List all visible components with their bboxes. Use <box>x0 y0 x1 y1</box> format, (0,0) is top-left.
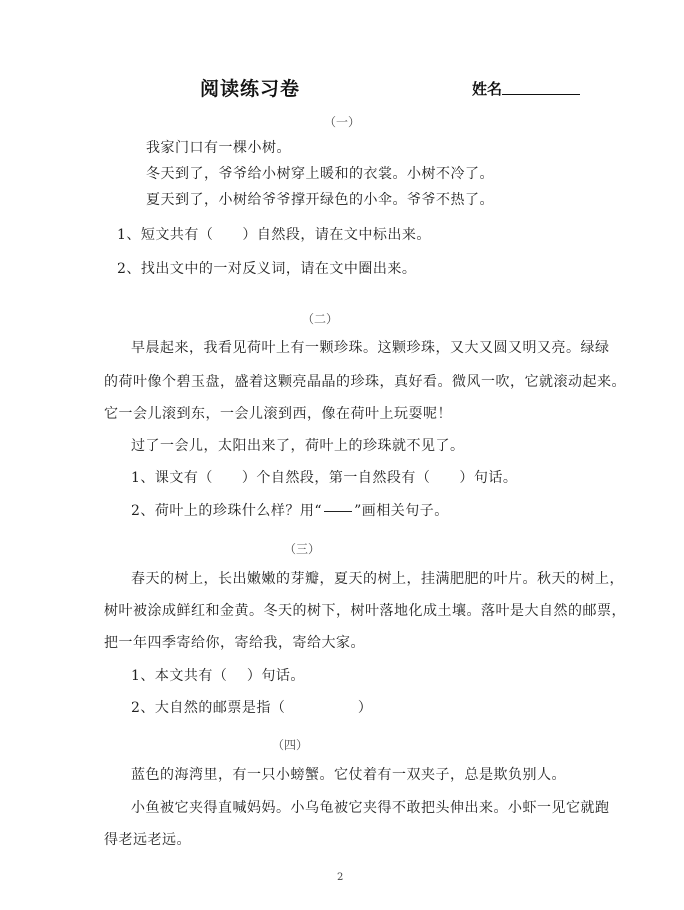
section-1-paragraph: 冬天到了，爷爷给小树穿上暖和的衣裳。小树不冷了。 <box>146 166 494 182</box>
section-1-label: （一） <box>324 115 361 129</box>
section-4-paragraph: 得老远老远。 <box>104 832 191 848</box>
underline-sample <box>324 511 352 512</box>
section-1-question: 1、短文共有（ ）自然段，请在文中标出来。 <box>117 227 431 243</box>
section-1-question: 2、找出文中的一对反义词，请在文中圈出来。 <box>117 261 417 277</box>
section-2-label: （二） <box>302 312 339 326</box>
section-2-paragraph: 早晨起来，我看见荷叶上有一颗珍珠。这颗珍珠，又大又圆又明又亮。绿绿 <box>131 340 610 356</box>
section-3-label: （三） <box>284 542 321 556</box>
page-title: 阅读练习卷 <box>200 78 301 100</box>
section-3-paragraph: 把一年四季寄给你，寄给我，寄给大家。 <box>104 635 365 651</box>
section-2-paragraph: 它一会儿滚到东，一会儿滚到西，像在荷叶上玩耍呢！ <box>104 406 452 422</box>
section-4-label: （四） <box>272 738 309 752</box>
section-2-paragraph: 的荷叶像个碧玉盘，盛着这颗亮晶晶的珍珠，真好看。微风一吹，它就滚动起来。 <box>104 374 626 390</box>
section-3-question: 1、本文共有（ ）句话。 <box>131 668 305 684</box>
section-4-paragraph: 小鱼被它夹得直喊妈妈。小乌龟被它夹得不敢把头伸出来。小虾一见它就跑 <box>131 800 610 816</box>
section-2-question: 2、荷叶上的珍珠什么样？用“ ”画相关句子。 <box>131 503 449 519</box>
section-2-question: 1、课文有（ ）个自然段，第一自然段有（ ）句话。 <box>131 470 518 486</box>
name-blank-line <box>502 94 580 95</box>
section-1-paragraph: 我家门口有一棵小树。 <box>146 140 291 156</box>
section-4-paragraph: 蓝色的海湾里，有一只小螃蟹。它仗着有一双夹子，总是欺负别人。 <box>131 767 566 783</box>
section-2-paragraph: 过了一会儿，太阳出来了，荷叶上的珍珠就不见了。 <box>131 438 465 454</box>
section-3-paragraph: 春天的树上，长出嫩嫩的芽瓣，夏天的树上，挂满肥肥的叶片。秋天的树上， <box>131 571 624 587</box>
section-3-paragraph: 树叶被涂成鲜红和金黄。冬天的树下，树叶落地化成土壤。落叶是大自然的邮票， <box>104 603 626 619</box>
name-label: 姓名 <box>472 80 503 98</box>
page-number: 2 <box>337 872 344 883</box>
section-1-paragraph: 夏天到了，小树给爷爷撑开绿色的小伞。爷爷不热了。 <box>146 192 494 208</box>
section-3-question: 2、大自然的邮票是指（ ） <box>131 700 373 716</box>
